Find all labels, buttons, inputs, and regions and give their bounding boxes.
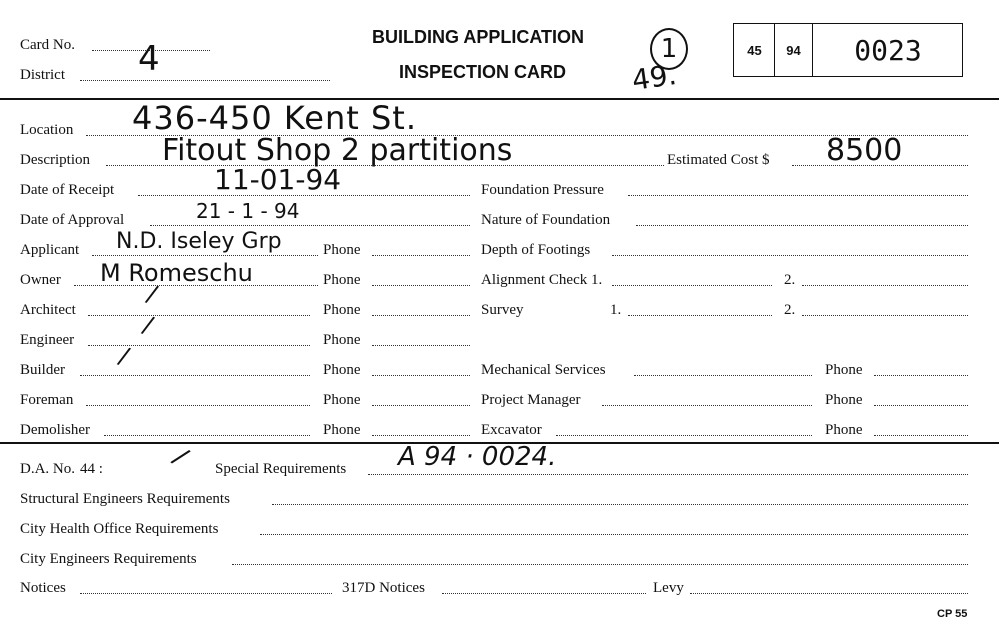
excavator-line bbox=[556, 435, 812, 436]
survey-2-line bbox=[802, 315, 968, 316]
builder-line bbox=[80, 375, 310, 376]
special-requirements-label: Special Requirements bbox=[215, 461, 347, 477]
demolisher-phone-label: Phone bbox=[323, 422, 361, 438]
da-no-label: D.A. No. bbox=[20, 461, 75, 477]
owner-value: M Romeschu bbox=[100, 259, 253, 287]
box-cell-2: 94 bbox=[786, 43, 801, 58]
circled-number: 1 bbox=[650, 28, 688, 70]
architect-phone-label: Phone bbox=[323, 302, 361, 318]
alignment-check-1-line bbox=[612, 285, 772, 286]
survey-1-label: 1. bbox=[610, 302, 622, 318]
owner-phone-line bbox=[372, 285, 470, 286]
foreman-label: Foreman bbox=[20, 392, 74, 408]
district-label: District bbox=[20, 67, 65, 83]
mechanical-label: Mechanical Services bbox=[481, 362, 606, 378]
survey-2-label: 2. bbox=[784, 302, 796, 318]
excavator-phone-line bbox=[874, 435, 968, 436]
estimated-cost-label: Estimated Cost $ bbox=[667, 152, 770, 168]
depth-footings-label: Depth of Footings bbox=[481, 242, 591, 258]
project-manager-label: Project Manager bbox=[481, 392, 581, 408]
depth-footings-line bbox=[612, 255, 968, 256]
notices-label: Notices bbox=[20, 580, 66, 596]
date-receipt-label: Date of Receipt bbox=[20, 182, 115, 198]
engineer-label: Engineer bbox=[20, 332, 75, 348]
applicant-phone-label: Phone bbox=[323, 242, 361, 258]
excavator-phone-label: Phone bbox=[825, 422, 863, 438]
form-subtitle: INSPECTION CARD bbox=[399, 62, 567, 82]
applicant-line bbox=[92, 255, 318, 256]
builder-phone-line bbox=[372, 375, 470, 376]
special-requirements-value: A 94 · 0024. bbox=[398, 442, 557, 472]
owner-phone-label: Phone bbox=[323, 272, 361, 288]
foundation-pressure-line bbox=[628, 195, 968, 196]
foreman-phone-label: Phone bbox=[323, 392, 361, 408]
structural-engineers-line bbox=[272, 504, 968, 505]
structural-engineers-label: Structural Engineers Requirements bbox=[20, 491, 230, 507]
city-engineers-line bbox=[232, 564, 968, 565]
alignment-check-2-line bbox=[802, 285, 968, 286]
district-line bbox=[80, 80, 330, 81]
levy-line bbox=[690, 593, 968, 594]
excavator-label: Excavator bbox=[481, 422, 542, 438]
estimated-cost-value: 8500 bbox=[826, 133, 903, 168]
date-approval-label: Date of Approval bbox=[20, 212, 125, 228]
architect-label: Architect bbox=[20, 302, 76, 318]
description-label: Description bbox=[20, 152, 90, 168]
da-no-value: 44 : bbox=[80, 461, 103, 477]
da-mark: / bbox=[167, 442, 194, 472]
date-approval-value: 21 - 1 - 94 bbox=[196, 199, 300, 223]
city-engineers-label: City Engineers Requirements bbox=[20, 551, 197, 567]
nature-foundation-label: Nature of Foundation bbox=[481, 212, 611, 228]
applicant-value: N.D. Iseley Grp bbox=[116, 229, 282, 254]
applicant-phone-line bbox=[372, 255, 470, 256]
survey-label: Survey bbox=[481, 302, 524, 318]
builder-label: Builder bbox=[20, 362, 65, 378]
engineer-line bbox=[88, 345, 310, 346]
description-value: Fitout Shop 2 partitions bbox=[162, 133, 513, 168]
box-cell-1: 45 bbox=[747, 43, 762, 58]
date-approval-line bbox=[150, 225, 470, 226]
alignment-check-2-label: 2. bbox=[784, 272, 796, 288]
mechanical-line bbox=[634, 375, 812, 376]
card-number: 0023 bbox=[854, 34, 922, 67]
foreman-line bbox=[86, 405, 310, 406]
builder-dash: / bbox=[115, 341, 133, 371]
architect-line bbox=[88, 315, 310, 316]
handwritten-49: 49. bbox=[629, 58, 679, 97]
foundation-pressure-label: Foundation Pressure bbox=[481, 182, 604, 198]
levy-label: Levy bbox=[653, 580, 684, 596]
architect-dash: / bbox=[143, 279, 161, 309]
foreman-phone-line bbox=[372, 405, 470, 406]
applicant-label: Applicant bbox=[20, 242, 80, 258]
form-code: CP 55 bbox=[937, 608, 968, 620]
notices-317d-line bbox=[442, 593, 646, 594]
location-value: 436-450 Kent St. bbox=[132, 99, 417, 137]
notices-line bbox=[80, 593, 332, 594]
form-title: BUILDING APPLICATION bbox=[372, 27, 584, 47]
engineer-phone-line bbox=[372, 345, 470, 346]
project-manager-phone-label: Phone bbox=[825, 392, 863, 408]
owner-label: Owner bbox=[20, 272, 61, 288]
project-manager-line bbox=[602, 405, 812, 406]
special-requirements-line bbox=[368, 474, 968, 475]
builder-phone-label: Phone bbox=[323, 362, 361, 378]
health-office-label: City Health Office Requirements bbox=[20, 521, 219, 537]
architect-phone-line bbox=[372, 315, 470, 316]
demolisher-phone-line bbox=[372, 435, 470, 436]
date-receipt-value: 11-01-94 bbox=[214, 163, 342, 196]
engineer-dash: / bbox=[139, 310, 157, 340]
survey-1-line bbox=[628, 315, 772, 316]
engineer-phone-label: Phone bbox=[323, 332, 361, 348]
notices-317d-label: 317D Notices bbox=[342, 580, 425, 596]
project-manager-phone-line bbox=[874, 405, 968, 406]
alignment-check-label: Alignment Check 1. bbox=[481, 272, 603, 288]
district-value: 4 bbox=[138, 39, 160, 79]
mechanical-phone-line bbox=[874, 375, 968, 376]
box-divider bbox=[812, 23, 813, 77]
demolisher-label: Demolisher bbox=[20, 422, 90, 438]
health-office-line bbox=[260, 534, 968, 535]
mechanical-phone-label: Phone bbox=[825, 362, 863, 378]
card-no-label: Card No. bbox=[20, 37, 75, 53]
location-label: Location bbox=[20, 122, 74, 138]
nature-foundation-line bbox=[636, 225, 968, 226]
demolisher-line bbox=[104, 435, 310, 436]
